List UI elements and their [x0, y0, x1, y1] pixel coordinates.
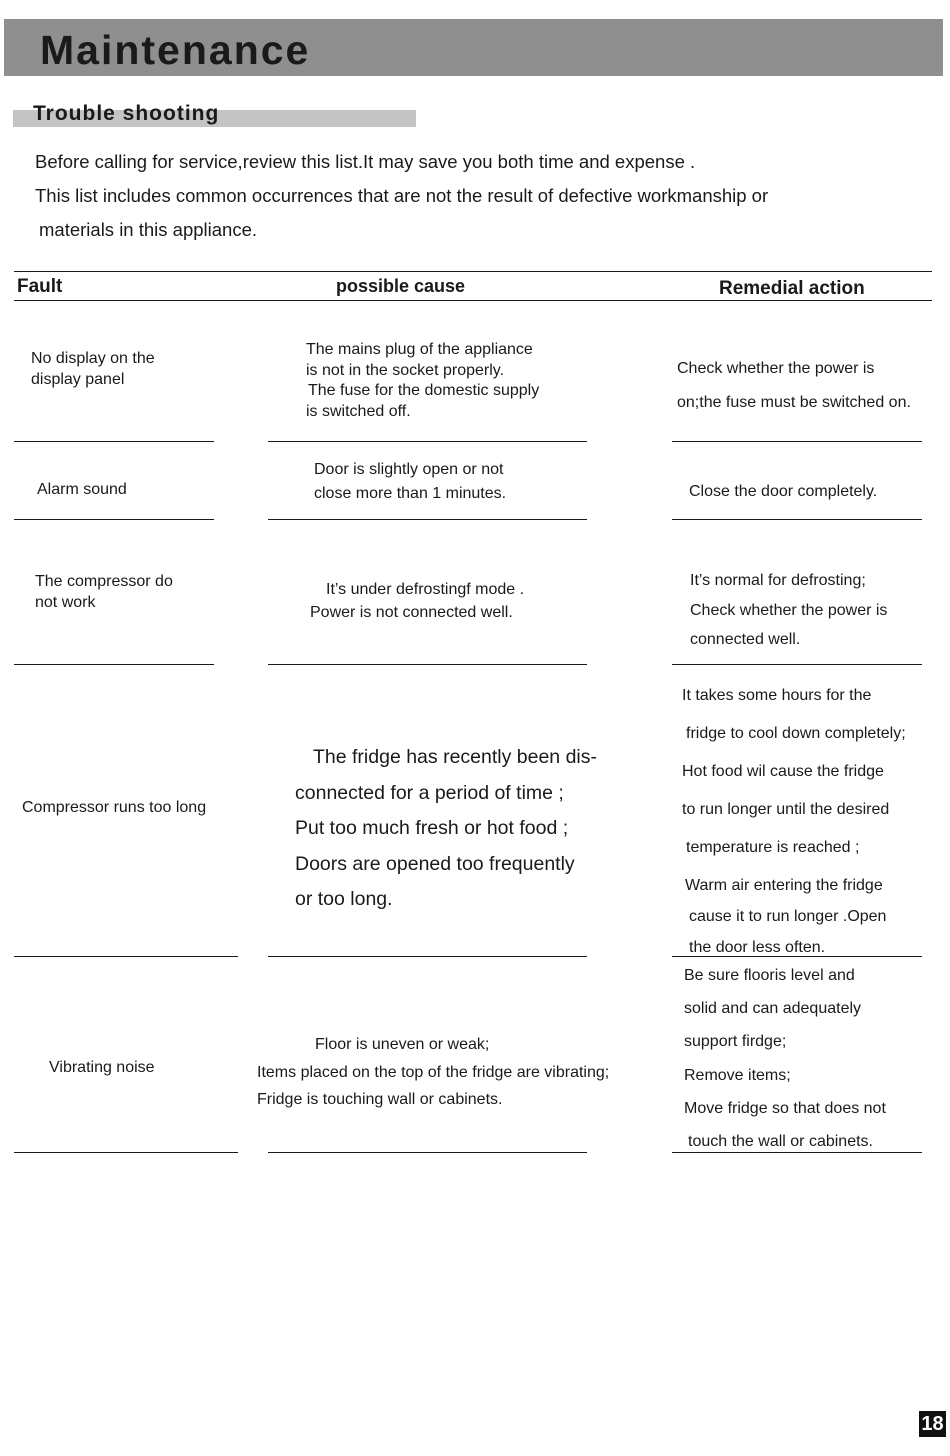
fault-row-rule: [14, 519, 214, 520]
cause-cell: The mains plug of the appliance is not in the socket properly. The fuse for the domestic supply is switched off.: [306, 341, 540, 421]
fault-row-rule: [14, 664, 214, 665]
action-row-rule: [672, 519, 922, 520]
action-cell: Close the door completely.: [689, 483, 878, 500]
fault-row-rule: [14, 441, 214, 442]
cause-row-rule: [268, 1152, 587, 1153]
action-row-rule: [672, 664, 922, 665]
section-title: Trouble shooting: [33, 102, 220, 125]
fault-cell: No display on the display panel: [31, 350, 155, 388]
cause-cell: Door is slightly open or not close more than 1 minutes.: [314, 461, 507, 502]
column-header-action: Remedial action: [719, 278, 865, 299]
action-cell: It’s normal for defrosting; Check whether the power is connected well.: [690, 572, 888, 648]
cause-row-rule: [268, 664, 587, 665]
intro-line-3: materials in this appliance.: [39, 219, 257, 240]
cause-row-rule: [268, 441, 587, 442]
column-header-cause: possible cause: [336, 276, 466, 296]
action-row-rule: [672, 1152, 922, 1153]
action-cell: It takes some hours for the fridge to cool down completely; Hot food wil cause the fridge to run longer until the desired temperature is reached ;: [682, 687, 906, 856]
cause-cell: The fridge has recently been dis- connected for a period of time ; Put too much fresh or hot food ; Doors are opened too frequently or too long.: [295, 746, 597, 910]
page-title: Maintenance: [40, 27, 311, 73]
action-cell: Be sure flooris level and solid and can adequately support firdge; Remove items; Move fridge so that does not touch the wall or cabinets.: [684, 967, 886, 1151]
fault-cell: Compressor runs too long: [22, 799, 207, 816]
column-header-fault: Fault: [17, 276, 63, 297]
cause-cell: It’s under defrostingf mode . Power is not connected well.: [310, 581, 525, 621]
cause-row-rule: [268, 519, 587, 520]
action-cell-continued: Warm air entering the fridge cause it to run longer .Open the door less often.: [685, 877, 887, 956]
table-header-rule: [14, 300, 932, 301]
cause-row-rule: [268, 956, 587, 957]
fault-row-rule: [14, 1152, 238, 1153]
fault-cell: The compressor do not work: [35, 573, 173, 611]
fault-cell: Vibrating noise: [49, 1059, 155, 1076]
intro-line-2: This list includes common occurrences that are not the result of defective workmanship or: [35, 185, 769, 206]
fault-row-rule: [14, 956, 238, 957]
table-top-rule: [14, 271, 932, 272]
action-row-rule: [672, 956, 922, 957]
action-row-rule: [672, 441, 922, 442]
action-cell: Check whether the power is on;the fuse must be switched on.: [677, 360, 911, 411]
cause-cell: Floor is uneven or weak; Items placed on the top of the fridge are vibrating; Fridge is touching wall or cabinets.: [257, 1036, 610, 1108]
page-number: 18: [919, 1411, 946, 1437]
intro-line-1: Before calling for service,review this list.It may save you both time and expense .: [35, 151, 696, 172]
fault-cell: Alarm sound: [37, 481, 127, 498]
